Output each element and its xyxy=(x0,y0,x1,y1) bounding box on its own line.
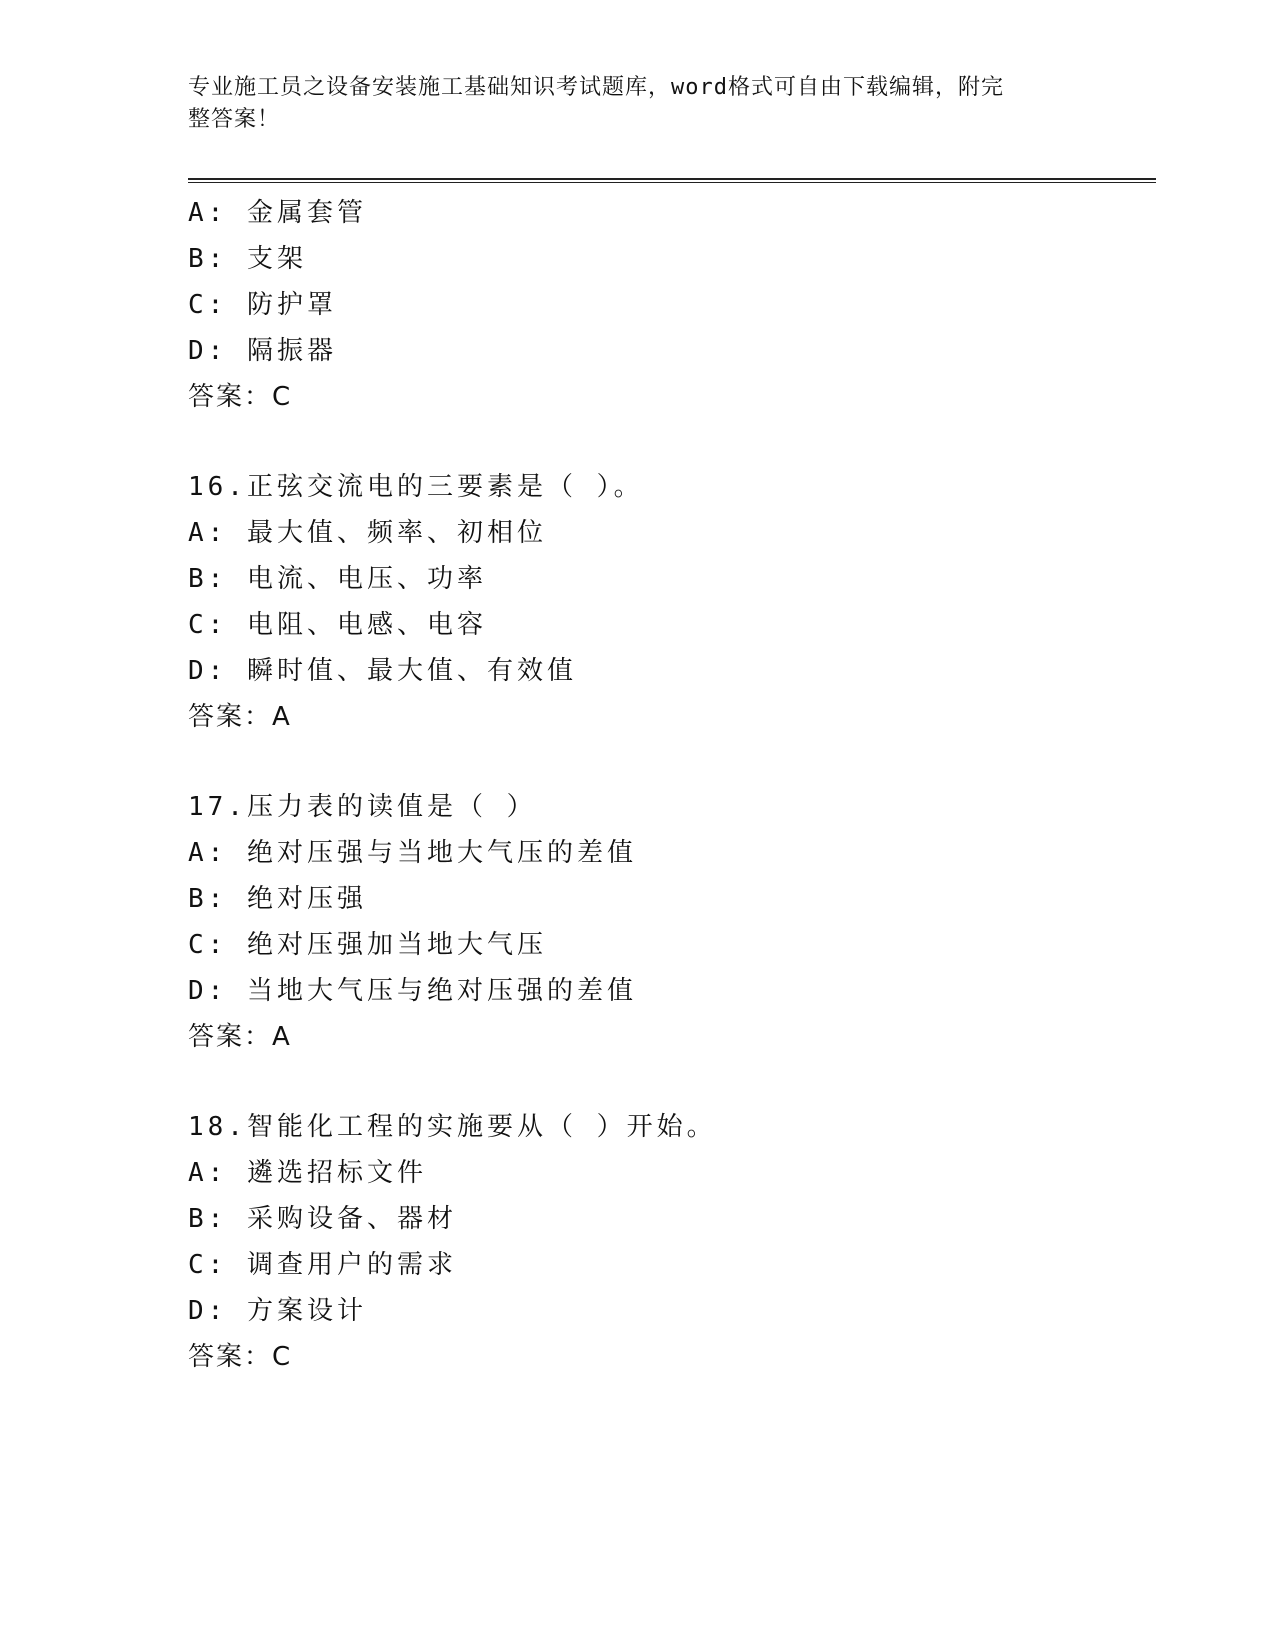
option-text: 隔振器 xyxy=(246,336,337,366)
option-text: 最大值、频率、初相位 xyxy=(246,518,547,548)
option-d xyxy=(188,648,1148,694)
option-letter: D: xyxy=(188,976,228,1006)
answer-line: 答案：A xyxy=(188,1022,292,1052)
option-d xyxy=(188,1288,1148,1334)
option-text: 防护罩 xyxy=(246,290,337,320)
option-c xyxy=(188,282,1148,328)
option-letter: A: xyxy=(188,838,228,868)
answer-line: 答案：C xyxy=(188,1342,293,1372)
option-a xyxy=(188,1150,1148,1196)
option-letter: D: xyxy=(188,1296,228,1326)
option-c xyxy=(188,1242,1148,1288)
option-letter: C: xyxy=(188,930,228,960)
option-letter: A: xyxy=(188,1158,228,1188)
option-text: 遴选招标文件 xyxy=(246,1158,427,1188)
answer-line: 答案：A xyxy=(188,702,292,732)
header-divider xyxy=(188,178,1156,183)
question-text: 17.压力表的读值是（ ） xyxy=(188,792,537,822)
spacer xyxy=(188,740,1148,784)
question-block-16 xyxy=(188,464,1148,740)
option-b xyxy=(188,876,1148,922)
option-letter: A: xyxy=(188,198,228,228)
option-text: 绝对压强与当地大气压的差值 xyxy=(246,838,637,868)
document-header xyxy=(188,72,1078,136)
option-text: 绝对压强加当地大气压 xyxy=(246,930,547,960)
option-text: 采购设备、器材 xyxy=(246,1204,457,1234)
option-text: 电阻、电感、电容 xyxy=(246,610,487,640)
spacer xyxy=(188,1060,1148,1104)
option-c xyxy=(188,602,1148,648)
option-letter: B: xyxy=(188,564,228,594)
option-letter: C: xyxy=(188,610,228,640)
option-letter: C: xyxy=(188,290,228,320)
option-c xyxy=(188,922,1148,968)
question-block-17 xyxy=(188,784,1148,1060)
question-text: 18.智能化工程的实施要从（ ）开始。 xyxy=(188,1112,717,1142)
option-text: 电流、电压、功率 xyxy=(246,564,487,594)
option-letter: D: xyxy=(188,656,228,686)
option-text: 绝对压强 xyxy=(246,884,367,914)
header-title-line-1: 专业施工员之设备安装施工基础知识考试题库，word格式可自由下载编辑，附完 xyxy=(188,75,1004,100)
question-block-18 xyxy=(188,1104,1148,1380)
option-text: 支架 xyxy=(246,244,307,274)
option-letter: B: xyxy=(188,884,228,914)
spacer xyxy=(188,420,1148,464)
option-letter: B: xyxy=(188,244,228,274)
option-letter: B: xyxy=(188,1204,228,1234)
option-b xyxy=(188,1196,1148,1242)
option-text: 方案设计 xyxy=(246,1296,367,1326)
answer-line: 答案：C xyxy=(188,382,293,412)
option-text: 瞬时值、最大值、有效值 xyxy=(246,656,577,686)
option-a xyxy=(188,830,1148,876)
option-d xyxy=(188,968,1148,1014)
option-b xyxy=(188,236,1148,282)
question-list xyxy=(188,190,1148,1380)
option-letter: D: xyxy=(188,336,228,366)
question-text: 16.正弦交流电的三要素是（ ）。 xyxy=(188,472,644,502)
header-title-line-2: 整答案！ xyxy=(188,107,281,132)
option-text: 调查用户的需求 xyxy=(246,1250,457,1280)
option-d xyxy=(188,328,1148,374)
option-letter: C: xyxy=(188,1250,228,1280)
question-block-15 xyxy=(188,190,1148,420)
option-a xyxy=(188,510,1148,556)
option-text: 当地大气压与绝对压强的差值 xyxy=(246,976,637,1006)
option-b xyxy=(188,556,1148,602)
option-text: 金属套管 xyxy=(246,198,367,228)
option-letter: A: xyxy=(188,518,228,548)
option-a xyxy=(188,190,1148,236)
